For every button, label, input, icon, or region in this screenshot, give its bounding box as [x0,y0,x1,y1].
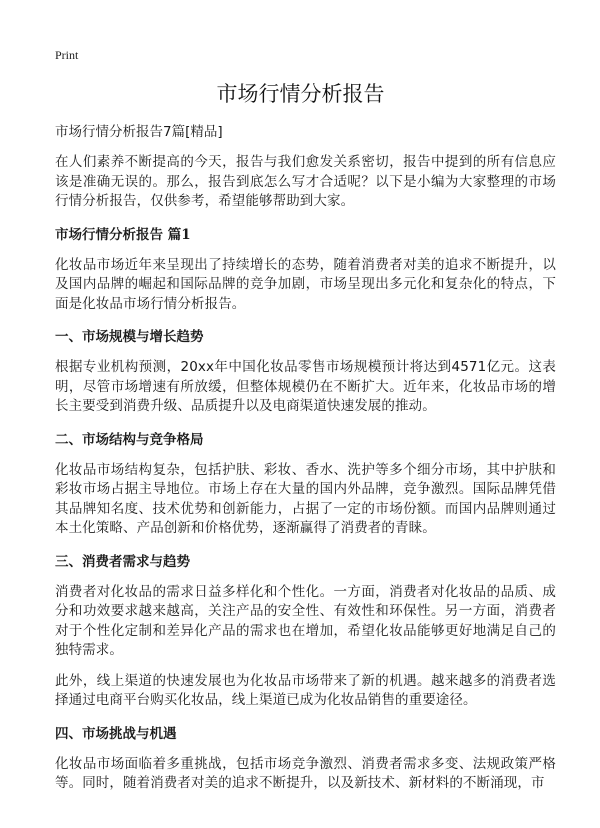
part-intro-paragraph: 化妆品市场近年来呈现出了持续增长的态势，随着消费者对美的追求不断提升，以及国内品牌的崛起和国际品牌的竞争加剧，市场呈现出多元化和复杂化的特点，下面是化妆品市场行情分析报告。 [55,256,556,312]
section-heading-challenges: 四、市场挑战与机遇 [55,725,177,742]
section-paragraph: 根据专业机构预测，20xx年中国化妆品零售市场规模预计将达到4571亿元。这表明，尽管市场增速有所放缓，但整体规模仍在不断扩大。近年来，化妆品市场的增长主要受到消费升级、品质提升以及电商渠道快速发展的推动。 [55,359,556,414]
document-subtitle: 市场行情分析报告7篇[精品] [55,124,223,140]
section-paragraph: 化妆品市场结构复杂，包括护肤、彩妆、香水、洗护等多个细分市场，其中护肤和彩妆市场占据主导地位。市场上存在大量的国内外品牌，竞争激烈。国际品牌凭借其品牌知名度、技术优势和创新能力，占据了一定的市场份额。而国内品牌则通过本土化策略、产品创新和价格优势，逐渐赢得了消费者的青睐。 [55,461,556,536]
section-heading-consumer-demand: 三、消费者需求与趋势 [55,553,190,570]
section-paragraph: 消费者对化妆品的需求日益多样化和个性化。一方面，消费者对化妆品的品质、成分和功效要求越来越高，关注产品的安全性、有效性和环保性。另一方面，消费者对于个性化定制和差异化产品的需求也在增加，希望化妆品能够更好地满足自己的独特需求。 [55,583,556,658]
intro-paragraph: 在人们素养不断提高的今天，报告与我们愈发关系密切，报告中提到的所有信息应该是准确无误的。那么，报告到底怎么写才合适呢？以下是小编为大家整理的市场行情分析报告，仅供参考，希望能够帮助到大家。 [55,154,556,209]
section-heading-market-structure: 二、市场结构与竞争格局 [55,431,204,448]
section-paragraph: 此外，线上渠道的快速发展也为化妆品市场带来了新的机遇。越来越多的消费者选择通过电商平台购买化妆品，线上渠道已成为化妆品销售的重要途径。 [55,672,556,708]
section-heading-market-size: 一、市场规模与增长趋势 [55,329,204,345]
section-paragraph: 化妆品市场面临着多重挑战，包括市场竞争激烈、消费者需求多变、法规政策严格等。同时，随着消费者对美的追求不断提升，以及新技术、新材料的不断涌现，市 [55,755,556,791]
page-title: 市场行情分析报告 [216,82,385,106]
part-heading: 市场行情分析报告 篇1 [55,226,191,243]
print-label: Print [55,48,79,62]
